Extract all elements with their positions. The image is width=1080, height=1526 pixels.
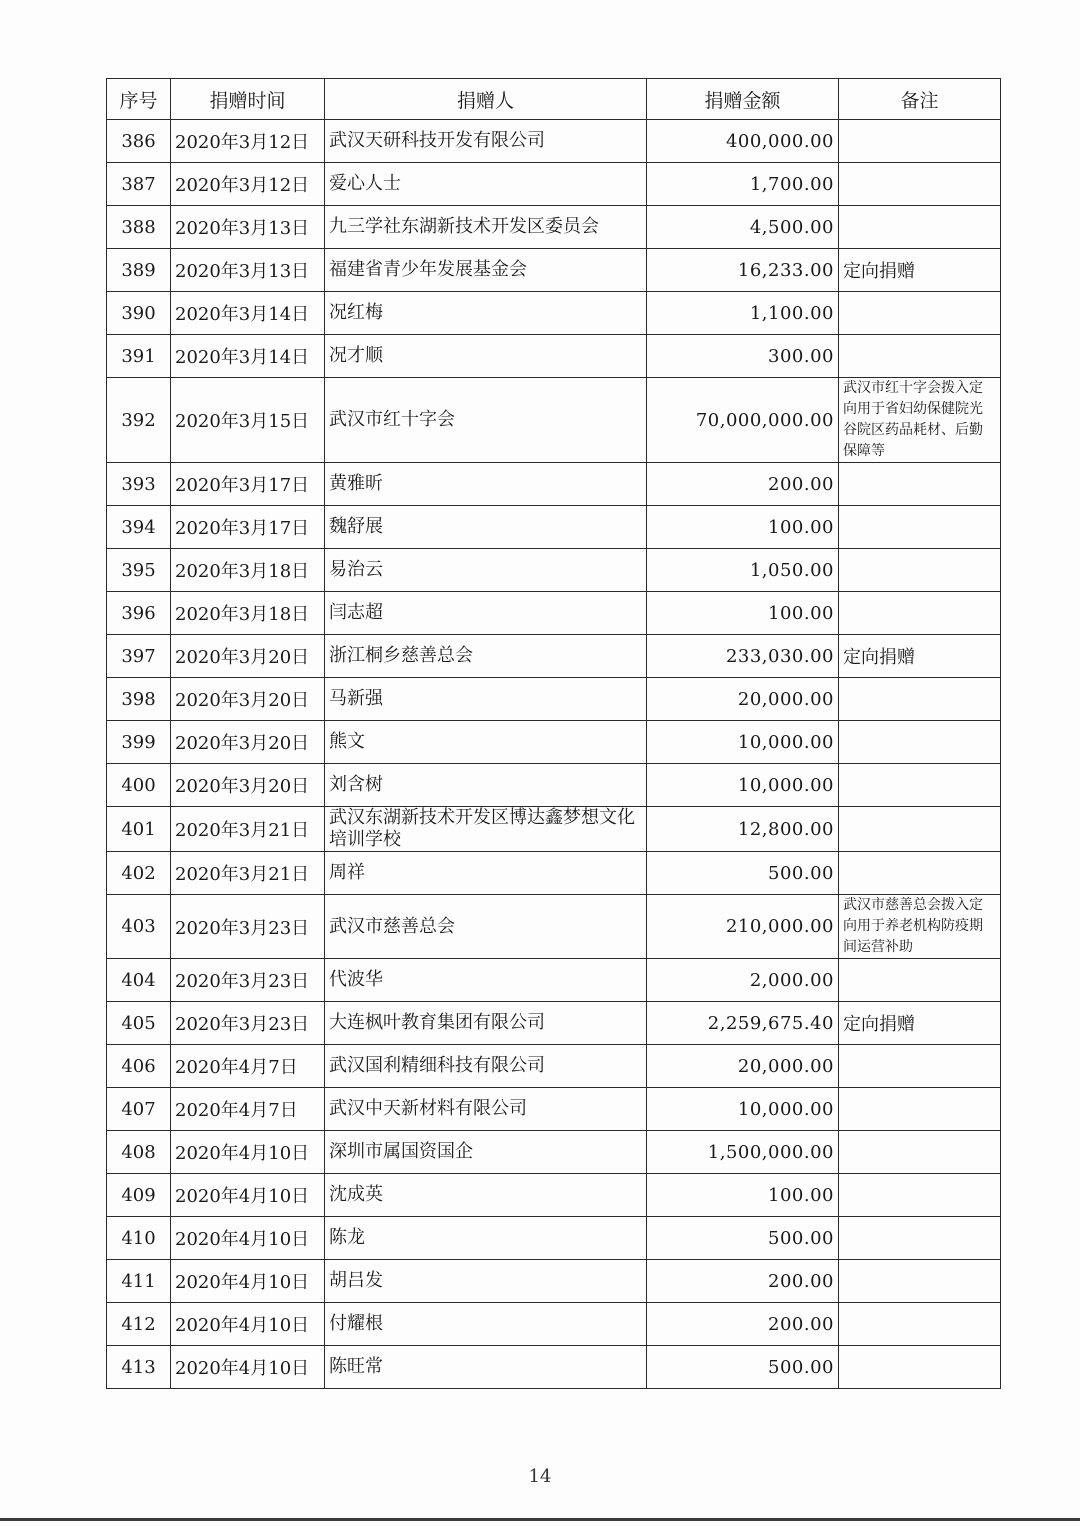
cell-note <box>839 163 1001 206</box>
cell-no: 388 <box>107 206 171 249</box>
table-row <box>107 249 1001 292</box>
cell-note: 定向捐赠 <box>839 635 1001 678</box>
cell-donor: 熊文 <box>325 721 647 764</box>
cell-date: 2020年3月20日 <box>171 635 325 678</box>
cell-date: 2020年4月10日 <box>171 1303 325 1346</box>
cell-date: 2020年3月21日 <box>171 807 325 852</box>
cell-donor: 九三学社东湖新技术开发区委员会 <box>325 206 647 249</box>
cell-donor: 况才顺 <box>325 335 647 378</box>
cell-donor: 深圳市属国资国企 <box>325 1131 647 1174</box>
table-row <box>107 852 1001 895</box>
table-row <box>107 549 1001 592</box>
cell-donor: 胡吕发 <box>325 1260 647 1303</box>
cell-amount: 1,700.00 <box>647 163 839 206</box>
cell-no: 404 <box>107 959 171 1002</box>
donation-table <box>106 78 1001 1389</box>
cell-note: 武汉市慈善总会拨入定向用于养老机构防疫期间运营补助 <box>839 895 1001 959</box>
cell-date: 2020年3月18日 <box>171 549 325 592</box>
cell-amount: 200.00 <box>647 1303 839 1346</box>
cell-note <box>839 678 1001 721</box>
cell-note: 武汉市红十字会拨入定向用于省妇幼保健院光谷院区药品耗材、后勤保障等 <box>839 378 1001 463</box>
cell-note <box>839 1088 1001 1131</box>
table-row <box>107 959 1001 1002</box>
cell-no: 405 <box>107 1002 171 1045</box>
cell-note <box>839 1131 1001 1174</box>
cell-date: 2020年3月20日 <box>171 764 325 807</box>
cell-amount: 1,050.00 <box>647 549 839 592</box>
header-no: 序号 <box>107 79 171 120</box>
cell-amount: 233,030.00 <box>647 635 839 678</box>
cell-donor: 马新强 <box>325 678 647 721</box>
cell-note <box>839 592 1001 635</box>
table-row <box>107 506 1001 549</box>
cell-amount: 4,500.00 <box>647 206 839 249</box>
cell-donor: 武汉市红十字会 <box>325 378 647 463</box>
cell-amount: 300.00 <box>647 335 839 378</box>
cell-amount: 70,000,000.00 <box>647 378 839 463</box>
cell-donor: 沈成英 <box>325 1174 647 1217</box>
cell-date: 2020年3月13日 <box>171 249 325 292</box>
cell-date: 2020年3月15日 <box>171 378 325 463</box>
cell-no: 390 <box>107 292 171 335</box>
cell-donor: 易治云 <box>325 549 647 592</box>
header-amount: 捐赠金额 <box>647 79 839 120</box>
table-row <box>107 678 1001 721</box>
cell-date: 2020年3月20日 <box>171 721 325 764</box>
cell-no: 407 <box>107 1088 171 1131</box>
table-row <box>107 721 1001 764</box>
cell-no: 403 <box>107 895 171 959</box>
cell-no: 391 <box>107 335 171 378</box>
cell-note <box>839 807 1001 852</box>
cell-donor: 武汉天研科技开发有限公司 <box>325 120 647 163</box>
table-row <box>107 1174 1001 1217</box>
cell-no: 395 <box>107 549 171 592</box>
cell-date: 2020年3月14日 <box>171 335 325 378</box>
cell-note <box>839 1174 1001 1217</box>
cell-note <box>839 292 1001 335</box>
cell-no: 397 <box>107 635 171 678</box>
cell-donor: 闫志超 <box>325 592 647 635</box>
cell-note <box>839 463 1001 506</box>
cell-date: 2020年3月21日 <box>171 852 325 895</box>
cell-amount: 400,000.00 <box>647 120 839 163</box>
cell-no: 406 <box>107 1045 171 1088</box>
cell-note <box>839 206 1001 249</box>
cell-no: 401 <box>107 807 171 852</box>
cell-no: 389 <box>107 249 171 292</box>
cell-note: 定向捐赠 <box>839 249 1001 292</box>
cell-note <box>839 721 1001 764</box>
cell-date: 2020年3月17日 <box>171 506 325 549</box>
cell-donor: 大连枫叶教育集团有限公司 <box>325 1002 647 1045</box>
cell-no: 396 <box>107 592 171 635</box>
cell-date: 2020年4月10日 <box>171 1346 325 1389</box>
cell-donor: 周祥 <box>325 852 647 895</box>
cell-date: 2020年3月12日 <box>171 163 325 206</box>
cell-donor: 代波华 <box>325 959 647 1002</box>
table-row <box>107 292 1001 335</box>
cell-note <box>839 506 1001 549</box>
cell-note: 定向捐赠 <box>839 1002 1001 1045</box>
cell-no: 398 <box>107 678 171 721</box>
cell-note <box>839 1260 1001 1303</box>
cell-no: 393 <box>107 463 171 506</box>
table-row <box>107 635 1001 678</box>
cell-donor: 福建省青少年发展基金会 <box>325 249 647 292</box>
cell-amount: 12,800.00 <box>647 807 839 852</box>
cell-note <box>839 764 1001 807</box>
cell-amount: 100.00 <box>647 1174 839 1217</box>
cell-amount: 1,500,000.00 <box>647 1131 839 1174</box>
cell-note <box>839 335 1001 378</box>
cell-amount: 10,000.00 <box>647 1088 839 1131</box>
cell-amount: 100.00 <box>647 592 839 635</box>
cell-date: 2020年4月10日 <box>171 1260 325 1303</box>
cell-donor: 武汉东湖新技术开发区博达鑫梦想文化培训学校 <box>325 807 647 852</box>
cell-date: 2020年4月10日 <box>171 1131 325 1174</box>
cell-donor: 黄雅昕 <box>325 463 647 506</box>
table-row <box>107 807 1001 852</box>
cell-no: 386 <box>107 120 171 163</box>
cell-donor: 况红梅 <box>325 292 647 335</box>
cell-amount: 500.00 <box>647 1346 839 1389</box>
cell-amount: 200.00 <box>647 463 839 506</box>
cell-note <box>839 1217 1001 1260</box>
table-row <box>107 1131 1001 1174</box>
table-row <box>107 163 1001 206</box>
table-row <box>107 335 1001 378</box>
table-row <box>107 463 1001 506</box>
table-row <box>107 1303 1001 1346</box>
cell-no: 410 <box>107 1217 171 1260</box>
cell-donor: 爱心人士 <box>325 163 647 206</box>
cell-date: 2020年3月23日 <box>171 1002 325 1045</box>
cell-donor: 刘含树 <box>325 764 647 807</box>
cell-amount: 2,259,675.40 <box>647 1002 839 1045</box>
page-number: 14 <box>528 1466 552 1487</box>
cell-date: 2020年3月20日 <box>171 678 325 721</box>
bottom-scan-edge <box>0 1518 1080 1521</box>
cell-no: 408 <box>107 1131 171 1174</box>
cell-no: 402 <box>107 852 171 895</box>
cell-date: 2020年3月18日 <box>171 592 325 635</box>
header-note: 备注 <box>839 79 1001 120</box>
cell-amount: 10,000.00 <box>647 721 839 764</box>
cell-date: 2020年4月10日 <box>171 1217 325 1260</box>
table-row <box>107 1260 1001 1303</box>
cell-no: 394 <box>107 506 171 549</box>
cell-amount: 200.00 <box>647 1260 839 1303</box>
cell-amount: 20,000.00 <box>647 678 839 721</box>
table-row <box>107 592 1001 635</box>
cell-amount: 500.00 <box>647 852 839 895</box>
header-date: 捐赠时间 <box>171 79 325 120</box>
cell-date: 2020年4月7日 <box>171 1088 325 1131</box>
cell-amount: 500.00 <box>647 1217 839 1260</box>
table-row <box>107 1002 1001 1045</box>
cell-note <box>839 959 1001 1002</box>
cell-amount: 100.00 <box>647 506 839 549</box>
cell-amount: 210,000.00 <box>647 895 839 959</box>
cell-donor: 陈龙 <box>325 1217 647 1260</box>
cell-amount: 1,100.00 <box>647 292 839 335</box>
table-row <box>107 378 1001 463</box>
cell-amount: 16,233.00 <box>647 249 839 292</box>
cell-no: 399 <box>107 721 171 764</box>
table-row <box>107 764 1001 807</box>
cell-donor: 付耀根 <box>325 1303 647 1346</box>
cell-no: 400 <box>107 764 171 807</box>
cell-amount: 2,000.00 <box>647 959 839 1002</box>
cell-donor: 武汉国利精细科技有限公司 <box>325 1045 647 1088</box>
cell-amount: 10,000.00 <box>647 764 839 807</box>
cell-no: 413 <box>107 1346 171 1389</box>
cell-no: 409 <box>107 1174 171 1217</box>
cell-date: 2020年3月23日 <box>171 959 325 1002</box>
cell-amount: 20,000.00 <box>647 1045 839 1088</box>
cell-no: 387 <box>107 163 171 206</box>
cell-donor: 浙江桐乡慈善总会 <box>325 635 647 678</box>
cell-date: 2020年3月12日 <box>171 120 325 163</box>
cell-note <box>839 120 1001 163</box>
cell-date: 2020年3月14日 <box>171 292 325 335</box>
cell-date: 2020年4月7日 <box>171 1045 325 1088</box>
cell-no: 392 <box>107 378 171 463</box>
cell-donor: 武汉中天新材料有限公司 <box>325 1088 647 1131</box>
table-row <box>107 1217 1001 1260</box>
cell-date: 2020年4月10日 <box>171 1174 325 1217</box>
table-row <box>107 895 1001 959</box>
cell-note <box>839 1303 1001 1346</box>
cell-donor: 陈旺常 <box>325 1346 647 1389</box>
table-row <box>107 206 1001 249</box>
cell-no: 412 <box>107 1303 171 1346</box>
cell-note <box>839 852 1001 895</box>
cell-no: 411 <box>107 1260 171 1303</box>
cell-date: 2020年3月23日 <box>171 895 325 959</box>
table-row <box>107 1088 1001 1131</box>
table-row <box>107 1346 1001 1389</box>
table-row <box>107 1045 1001 1088</box>
table-header-row <box>107 79 1001 120</box>
cell-date: 2020年3月17日 <box>171 463 325 506</box>
cell-note <box>839 549 1001 592</box>
table-row <box>107 120 1001 163</box>
cell-note <box>839 1045 1001 1088</box>
header-donor: 捐赠人 <box>325 79 647 120</box>
cell-note <box>839 1346 1001 1389</box>
cell-donor: 魏舒展 <box>325 506 647 549</box>
cell-date: 2020年3月13日 <box>171 206 325 249</box>
cell-donor: 武汉市慈善总会 <box>325 895 647 959</box>
